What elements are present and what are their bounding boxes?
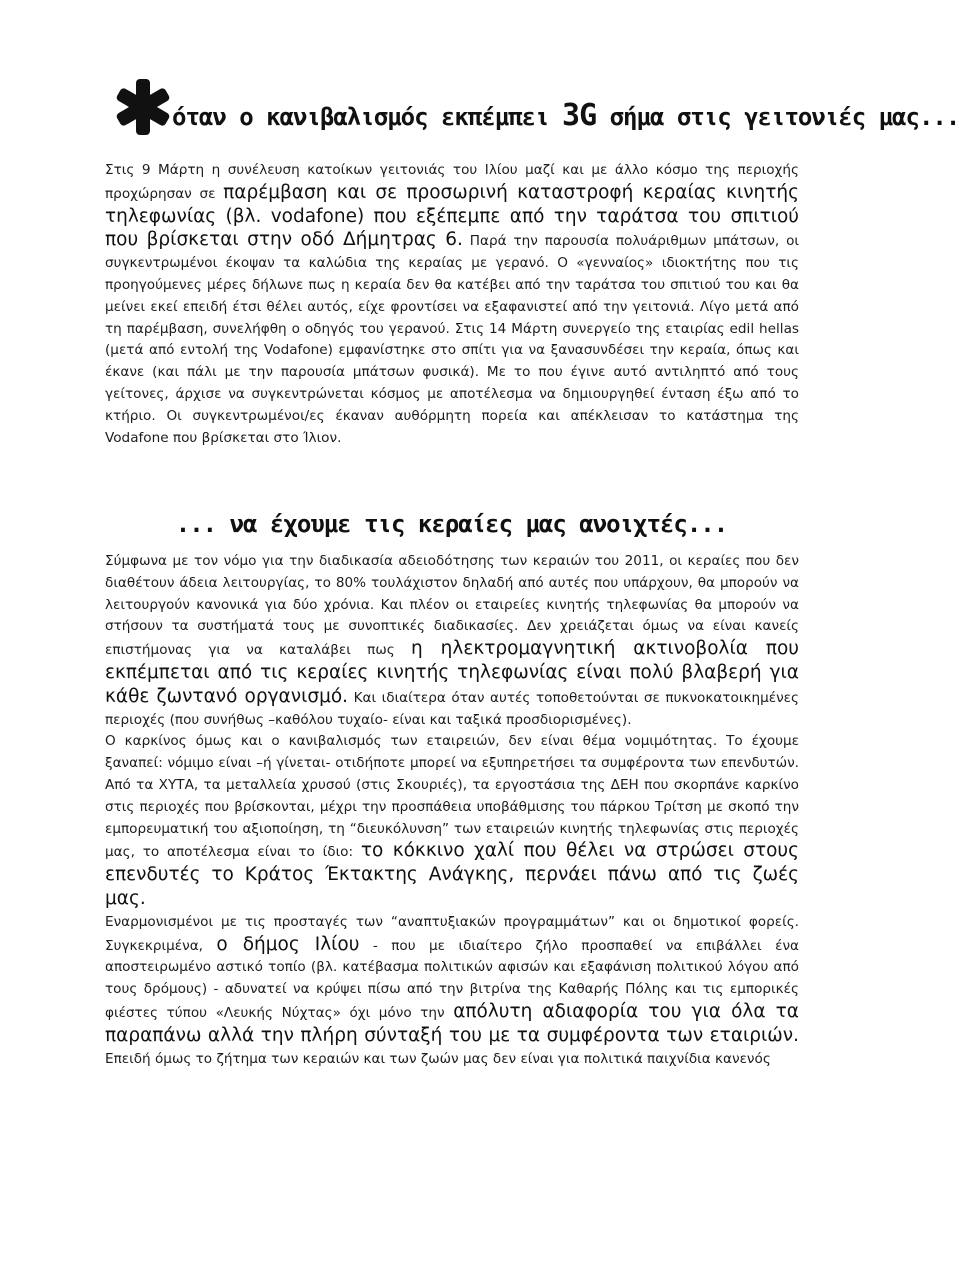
heading-secondary: ... να έχουμε τις κεραίες μας ανοιχτές... (175, 510, 728, 538)
heading-primary-3g: 3G (562, 98, 597, 133)
paragraph3-sentence1: Ο καρκίνος όμως και ο κανιβαλισμός των εταιρειών, δεν είναι θέμα νομιμότητας. Το έχουμε ξαναπεί: νόμιμο είναι –ή γίνεται- οτιδήποτε μπορεί να εξυπηρετήσει τα συμφέροντα των επενδυτών. Από τα ΧΥΤΑ, τα μεταλλεία χρυσού (στις Σκουριές), τα εργοστάσια της ΔΕΗ που σκορπάνε καρκίνο στις περιοχές που βρίσκονται, μέχρι την προσπάθεια υποβάθμισης του πάρκου Τρίτση με σκοπό την εμπορευματική του αξιοποίηση, τη “διευκόλυνση” των εταιρειών κινητής τηλεφωνίας στις περιοχές μας, το αποτέλεσμα είναι το ίδιο: (105, 733, 799, 861)
heading-primary-part-a: όταν ο κανιβαλισμός εκπέμπει (172, 103, 563, 131)
paragraph3-emphasis: το κόκκινο χαλί που θέλει να στρώσει στους επενδυτές το Κράτος Έκτακτης Ανάγκης, περνάει πάνω από τις ζωές μας. (105, 840, 799, 909)
paragraph-cannibalism (105, 731, 799, 911)
paragraph1-sentence1: Στις 9 Μάρτη η συνέλευση κατοίκων γειτονιάς του Ιλίου μαζί και με άλλο κόσμο της περιοχής προχώρησαν σε (105, 162, 799, 202)
paragraph-law (105, 551, 799, 731)
heading-primary (112, 76, 959, 146)
paragraph2-emphasis: η ηλεκτρομαγνητική ακτινοβολία που εκπέμπεται από τις κεραίες κινητής τηλεφωνίας είναι πολύ βλαβερή για κάθε ζωντανό οργανισμό. (105, 638, 799, 707)
paragraph1-sentence3: Παρά την παρουσία πολυάριθμων μπάτσων, οι συγκεντρωμένοι έκοψαν τα καλώδια της κεραίας με γερανό. Ο «γενναίος» ιδιοκτήτης που τις προηγούμενες μέρες δήλωνε πως η κεραία δεν θα κατέβει από την ταράτσα του σπιτιού του και θα μείνει εκεί επειδή έτσι θέλει αυτός, είχε φροντίσει να εξαφανιστεί από την γειτονιά. Λίγο μετά από τη παρέμβαση, συνελήφθη ο οδηγός του γερανού. Στις 14 Μάρτη συνεργείο της εταιρίας edil hellas (μετά από εντολή της Vodafone) εμφανίστηκε στο σπίτι για να ξανασυνδέσει την κεραία, όπως και έκανε (και πάλι με την παρουσία μπάτσων φυσικά). Με το που έγινε αυτό αντιληπτό από τους γείτονες, άρχισε να συγκεντρώνεται κόσμος με αποτέλεσμα να δημιουργηθεί ένταση έξω από το κτήριο. Οι συγκεντρωμένοι/ες έκαναν αυθόρμητη πορεία και απέκλεισαν το κατάστημα της Vodafone που βρίσκεται στο Ίλιον. (105, 233, 800, 446)
paragraph4-sentence5: Επειδή όμως το ζήτημα των κεραιών και των ζωών μας δεν είναι για πολιτικά παιχνίδια κανενός (105, 1050, 771, 1067)
heading-primary-text (172, 98, 959, 133)
paragraph4-emphasis-indifference: απόλυτη αδιαφορία του για όλα τα παραπάνω αλλά την πλήρη σύνταξή του με τα συμφέροντα των εταιριών. (105, 1000, 799, 1046)
asterisk-icon (112, 76, 174, 138)
paragraph2-sentence3: Και ιδιαίτερα όταν αυτές τοποθετούνται σε πυκνοκατοικημένες περιοχές (που συνήθως –καθόλου τυχαίο- είναι και ταξικά προσδιορισμένες). (105, 689, 799, 728)
heading-primary-part-c: σήμα στις γειτονιές μας... (596, 103, 959, 131)
paragraph4-sentence3: - που με ιδιαίτερο ζήλο προσπαθεί να επιβάλλει ένα αποστειρωμένο αστικό τοπίο (βλ. κατέβασμα πολιτικών αφισών και εξαφάνιση πολιτικού λόγου από τους δρόμους) - αδυνατεί να κρύψει πίσω από την βιτρίνα της Καθαρής Πόλης και τις εμπορικές φιέστες τύπου «Λευκής Νύχτας» όχι μόνο την (105, 937, 799, 1021)
paragraph4-emphasis-municipality: ο δήμος Ιλίου (216, 933, 360, 955)
paragraph2-sentence1: Σύμφωνα με τον νόμο για την διαδικασία αδειοδότησης των κεραιών του 2011, οι κεραίες που δεν διαθέτουν άδεια λειτουργίας, το 80% τουλάχιστον δηλαδή από αυτές που υπάρχουν, θα μπορούν να λειτουργούν κανονικά για δύο χρόνια. Και πλέον οι εταιρείες κινητής τηλεφωνίας θα μπορούν να στήσουν τα συστήματά τους με συνοπτικές διαδικασίες. Δεν χρειάζεται όμως να είναι κανείς επιστήμονας για να καταλάβει πως (105, 553, 799, 659)
paragraph-intervention (105, 160, 799, 449)
paragraph-body (105, 551, 799, 1070)
paragraph-municipality (105, 912, 799, 1071)
paragraph4-sentence1: Εναρμονισμένοι με τις προσταγές των “αναπτυξιακών προγραμμάτων” και οι δημοτικοί φορείς. Συγκεκριμένα, (105, 913, 799, 954)
paragraph1-emphasis: παρέμβαση και σε προσωρινή καταστροφή κεραίας κινητής τηλεφωνίας (βλ. vodafone) που εξέπεμπε από την ταράτσα του σπιτιού που βρίσκεται στην οδό Δήμητρας 6. (105, 181, 799, 251)
